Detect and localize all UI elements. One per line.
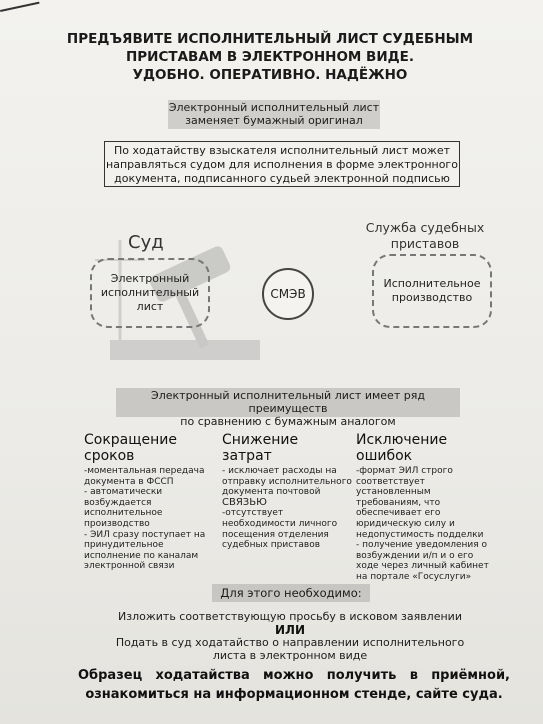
subtitle-banner: Электронный исполнительный лист заменяет бумажный оригинал <box>168 101 380 127</box>
smev-circle: СМЭВ <box>262 268 314 320</box>
benefit-column-errors <box>356 432 496 583</box>
court-title: Суд <box>128 232 164 253</box>
enforcement-box: Исполнительное производство <box>372 254 492 328</box>
column-item: СВЯЗЬЮ <box>222 496 267 508</box>
benefit-column-cost <box>222 432 352 551</box>
fssp-title: Служба судебных приставов <box>365 220 485 251</box>
poster-title: ПРЕДЪЯВИТЕ ИСПОЛНИТЕЛЬНЫЙ ЛИСТ СУДЕБНЫМ ПРИСТАВАМ В ЭЛЕКТРОННОМ ВИДЕ. УДОБНО. ОПЕРАТИВНО. НАДЁЖНО <box>66 31 474 83</box>
or-separator: ИЛИ <box>274 623 306 637</box>
footer-note: Образец ходатайства можно получить в приёмной, ознакомиться на информационном стенде, сайте суда. <box>78 668 510 702</box>
law-note-box: По ходатайству взыскателя исполнительный лист может направляться судом для исполнения в форме электронного документа, подписанного судьей электронной подписью <box>104 141 460 187</box>
column-item: -отсутствует необходимости личного посещения отделения судебных приставов <box>222 508 338 551</box>
column-item: - получение уведомления о возбуждении и/п и о его ходе через личный кабинет на портале «Госуслуги» <box>356 540 489 582</box>
column-heading: Исключение ошибок <box>356 432 448 464</box>
pen-mark <box>0 2 40 12</box>
column-item: - автоматически возбуждается исполнительное производство <box>84 487 163 529</box>
benefit-column-time <box>84 432 210 572</box>
column-item: - исключает расходы на отправку исполнительного документа почтовой <box>222 466 352 498</box>
option-claim: Изложить соответствующую просьбу в исковом заявлении <box>118 610 462 623</box>
column-heading: Снижение затрат <box>222 432 299 464</box>
column-item: -моментальная передача документа в ФССП <box>84 466 205 487</box>
column-item: -формат ЭИЛ строго соответствует установленным требованиям, что обеспечивает его юридическую силу и недопустимость подделки <box>356 466 484 540</box>
column-heading: Сокращение сроков <box>84 432 177 464</box>
option-petition: Подать в суд ходатайство о направлении исполнительного листа в электронном виде <box>115 636 465 662</box>
court-document-box: Электронный исполнительный лист <box>90 258 210 328</box>
column-item: - ЭИЛ сразу поступает на принудительное исполнение по каналам электронной связи <box>84 529 206 572</box>
advantages-banner: Электронный исполнительный лист имеет ряд преимуществ по сравнению с бумажным аналогом <box>116 388 460 417</box>
need-banner: Для этого необходимо: <box>212 584 370 602</box>
